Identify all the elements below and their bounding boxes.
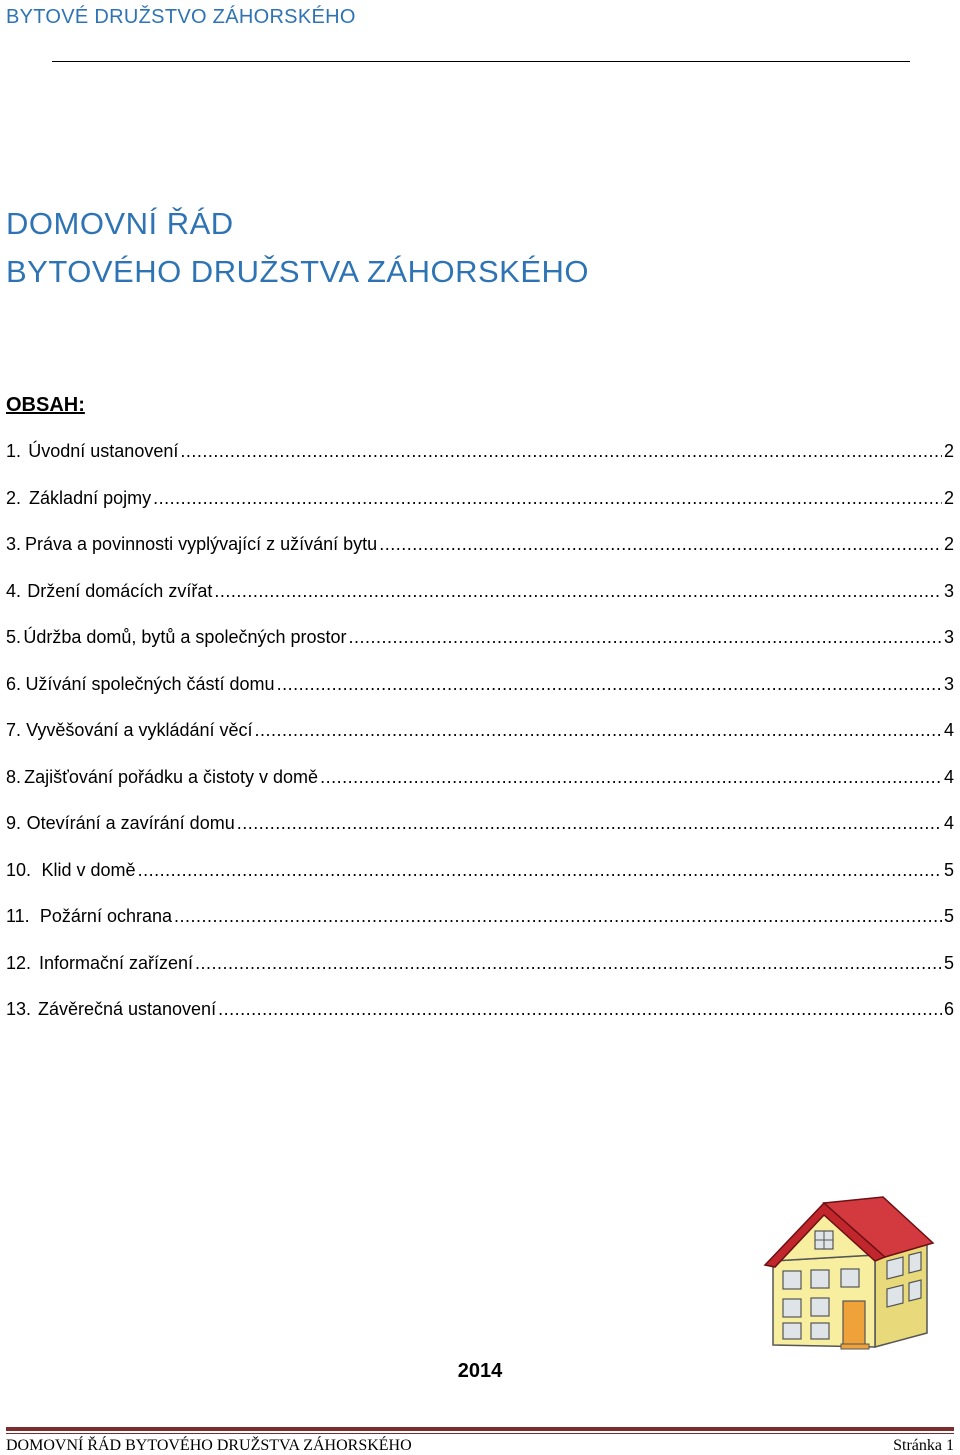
toc-entry-text: Údržba domů, bytů a společných prostor: [23, 627, 347, 647]
toc-entry-page: 3: [943, 627, 954, 647]
toc-entry-page: 5: [943, 952, 954, 973]
toc-leader-dots: [174, 906, 942, 927]
toc-leader-dots: [138, 860, 942, 881]
footer-rule-thick: [6, 1427, 954, 1431]
toc-entry-text: Požární ochrana: [39, 906, 172, 926]
toc-entry-text: Vyvěšování a vykládání věcí: [26, 720, 253, 740]
toc-entry-page: 5: [943, 906, 954, 926]
toc-entry-1[interactable]: [6, 441, 954, 488]
toc-entry-6[interactable]: [6, 674, 954, 721]
toc-entry-number: 10.: [6, 859, 32, 880]
toc-entry-page: 5: [943, 859, 954, 880]
toc-entry-page: 2: [943, 441, 954, 461]
toc-entry-number: 9.: [6, 813, 22, 833]
header-organization: BYTOVÉ DRUŽSTVO ZÁHORSKÉHO: [6, 6, 356, 28]
toc-entry-5[interactable]: [6, 627, 954, 674]
toc-entry-9[interactable]: [6, 813, 954, 860]
toc-entry-number: 2.: [6, 487, 22, 508]
toc-entry-text: Práva a povinnosti vyplývající z užívání bytu: [25, 534, 378, 554]
toc-entry-13[interactable]: [6, 999, 954, 1046]
toc-leader-dots: [349, 627, 942, 648]
toc-entry-page: 3: [943, 580, 954, 601]
toc-entry-text: Klid v domě: [41, 859, 136, 880]
toc-entry-10[interactable]: [6, 860, 954, 907]
toc-entry-number: 7.: [6, 720, 22, 740]
toc-entry-text: Otevírání a zavírání domu: [26, 813, 235, 833]
toc-heading: OBSAH:: [6, 394, 85, 416]
toc-leader-dots: [153, 488, 942, 509]
toc-entry-text: Držení domácích zvířat: [27, 580, 213, 601]
toc-entry-4[interactable]: [6, 581, 954, 628]
toc-entry-page: 4: [943, 766, 954, 787]
toc-entry-text: Zajišťování pořádku a čistoty v domě: [24, 766, 319, 787]
document-year: 2014: [457, 1360, 503, 1382]
footer-rule-thin: [6, 1433, 954, 1434]
toc-leader-dots: [214, 581, 942, 602]
toc-leader-dots: [277, 674, 942, 695]
toc-entry-11[interactable]: [6, 906, 954, 953]
toc-entry-number: 1.: [6, 441, 22, 461]
header-rule: [52, 61, 910, 62]
house-icon: [755, 1195, 935, 1355]
toc-leader-dots: [180, 441, 942, 462]
toc-entry-2[interactable]: [6, 488, 954, 535]
document-title: [6, 200, 589, 296]
toc-entry-page: 3: [943, 673, 954, 694]
document-title-line-1: DOMOVNÍ ŘÁD: [6, 206, 234, 241]
toc-leader-dots: [218, 999, 942, 1020]
toc-leader-dots: [255, 720, 942, 741]
toc-entry-number: 3.: [6, 534, 22, 554]
toc-entry-12[interactable]: [6, 953, 954, 1000]
document-title-line-2: BYTOVÉHO DRUŽSTVA ZÁHORSKÉHO: [6, 254, 590, 289]
toc-leader-dots: [379, 534, 942, 555]
toc-entry-page: 2: [943, 534, 954, 554]
toc-entry-page: 6: [943, 999, 954, 1019]
footer-page-number: Stránka 1: [893, 1437, 954, 1454]
toc-entry-3[interactable]: [6, 534, 954, 581]
table-of-contents: [6, 441, 954, 1046]
toc-entry-number: 8.: [6, 766, 22, 787]
toc-entry-page: 2: [943, 487, 954, 508]
toc-entry-number: 11.: [6, 906, 30, 926]
toc-leader-dots: [237, 813, 942, 834]
toc-entry-text: Užívání společných částí domu: [25, 673, 275, 694]
footer-document-name: DOMOVNÍ ŘÁD BYTOVÉHO DRUŽSTVA ZÁHORSKÉHO: [6, 1437, 412, 1454]
toc-entry-number: 5.: [6, 627, 22, 647]
toc-entry-8[interactable]: [6, 767, 954, 814]
toc-entry-text: Úvodní ustanovení: [28, 441, 179, 461]
toc-entry-7[interactable]: [6, 720, 954, 767]
toc-entry-text: Informační zařízení: [38, 952, 194, 973]
toc-entry-number: 4.: [6, 580, 22, 601]
toc-leader-dots: [320, 767, 942, 788]
toc-entry-number: 12.: [6, 952, 32, 973]
toc-leader-dots: [195, 953, 942, 974]
toc-entry-number: 6.: [6, 673, 22, 694]
toc-entry-text: Závěrečná ustanovení: [37, 999, 217, 1019]
toc-entry-number: 13.: [6, 999, 32, 1019]
toc-entry-page: 4: [943, 813, 954, 833]
toc-entry-page: 4: [943, 720, 954, 740]
toc-entry-text: Základní pojmy: [29, 487, 152, 508]
